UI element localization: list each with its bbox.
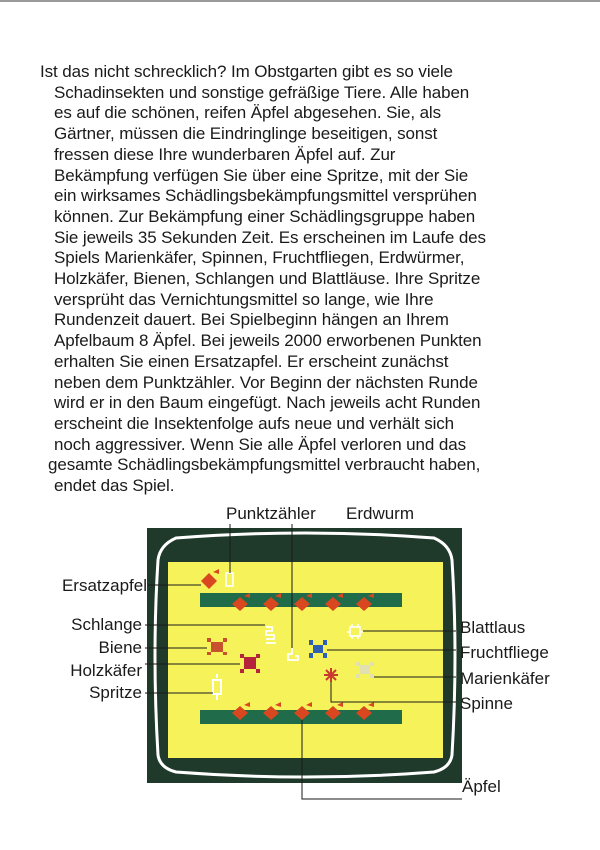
- text-line: Schadinsekten und sonstige gefräßige Tiere. Alle haben: [54, 82, 470, 102]
- label-aepfel: Äpfel: [462, 777, 501, 796]
- text-line: Apfelbaum 8 Äpfel. Bei jeweils 2000 erworbenen Punkten: [54, 331, 482, 351]
- label-erdwurm: Erdwurm: [346, 504, 415, 523]
- text-line: Gärtner, müssen die Eindringlinge beseitigen, sonst: [54, 124, 438, 144]
- ladybug-icon: [324, 668, 338, 682]
- text-line: Spiels Marienkäfer, Spinnen, Fruchtfliegen, Erdwürmer,: [54, 248, 465, 268]
- text-line: noch aggressiver. Wenn Sie alle Äpfel verloren und das: [54, 434, 466, 454]
- label-spritze: Spritze: [89, 683, 142, 702]
- text-line: es auf die schönen, reifen Äpfel abgesehen. Sie, als: [54, 103, 442, 123]
- text-line: Rundenzeit dauert. Bei Spielbeginn hängen an Ihrem: [54, 310, 449, 330]
- playfield: [168, 562, 443, 758]
- label-punktzaehler: Punktzähler: [226, 504, 316, 523]
- text-line: erhalten Sie einen Ersatzapfel. Er erscheint zunächst: [54, 351, 449, 371]
- text-line: können. Zur Bekämpfung einer Schädlingsgruppe haben: [54, 206, 476, 226]
- text-line: neben dem Punktzähler. Vor Beginn der nächsten Runde: [54, 372, 478, 392]
- label-schlange: Schlange: [71, 615, 142, 634]
- text-line: versprüht das Vernichtungsmittel so lange, wie Ihre: [54, 289, 434, 309]
- text-line: endet das Spiel.: [54, 476, 175, 496]
- text-line: gesamte Schädlingsbekämpfungsmittel verbraucht haben,: [48, 455, 481, 475]
- label-fruchtfliege: Fruchtfliege: [460, 643, 549, 662]
- label-marienkaefer: Marienkäfer: [460, 669, 550, 688]
- label-ersatzapfel: Ersatzapfel: [61, 576, 147, 595]
- text-line: Bekämpfung verfügen Sie über eine Spritze, mit der Sie: [54, 165, 469, 185]
- text-line: Ist das nicht schrecklich? Im Obstgarten gibt es so viele: [40, 62, 453, 81]
- text-line: erscheint die Insektenfolge aufs neue und verhält sich: [54, 413, 455, 433]
- text-line: Sie jeweils 35 Sekunden Zeit. Es erscheinen im Laufe des: [54, 227, 486, 247]
- label-spinne: Spinne: [460, 694, 513, 713]
- label-blattlaus: Blattlaus: [460, 618, 526, 637]
- label-holzkaefer: Holzkäfer: [70, 661, 142, 680]
- text-line: ein wirksames Schädlingsbekämpfungsmittel versprühen: [54, 186, 477, 206]
- text-line: fressen diese Ihre wunderbaren Äpfel auf. Zur: [54, 144, 396, 164]
- label-biene: Biene: [98, 638, 142, 657]
- text-line: wird er in den Baum eingefügt. Nach jeweils acht Runden: [54, 393, 481, 413]
- text-line: Holzkäfer, Bienen, Schlangen und Blattläuse. Ihre Spritze: [54, 269, 481, 289]
